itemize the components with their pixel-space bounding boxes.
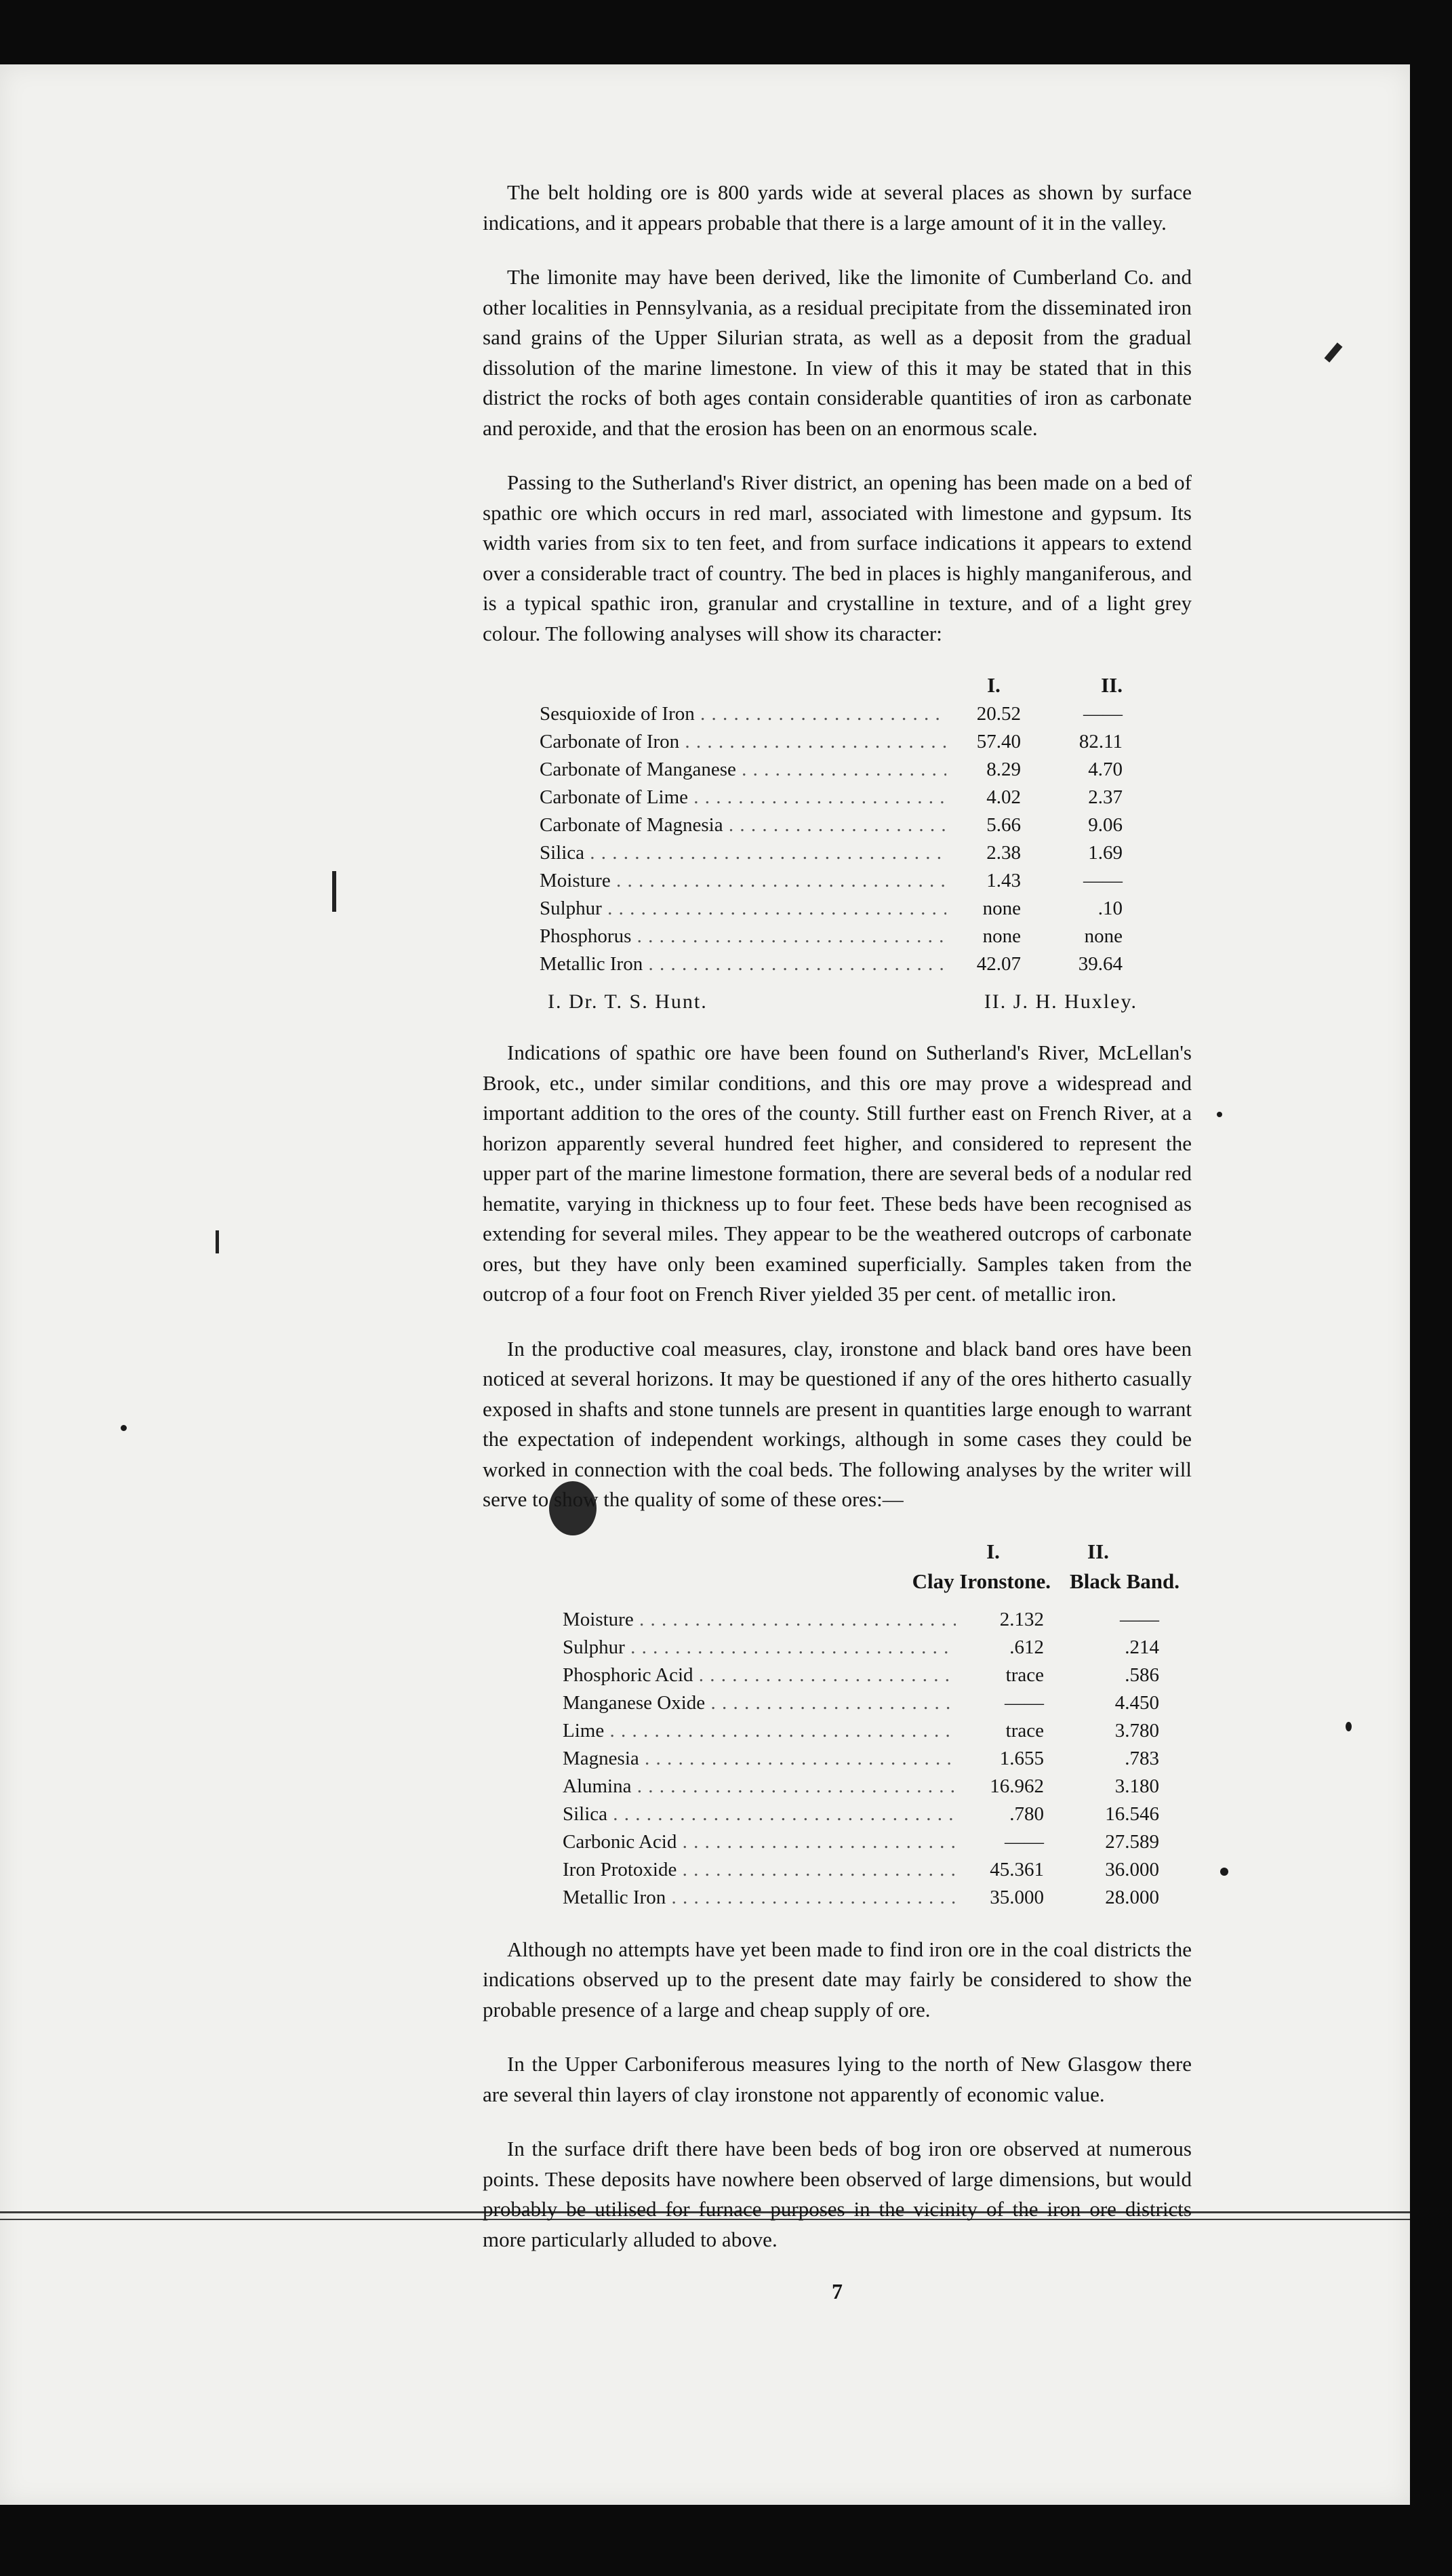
paragraph: Passing to the Sutherland's River district, an opening has been made on a bed of spathic ore which occurs in red marl, associated with limestone and gypsum. Its width varies from six to ten feet, and from surface indications it appears to extend over a considerable tract of country. The bed in places is highly manganiferous, and is a typical spathic iron, granular and crystalline in texture, and of a light grey colour. The following analyses will show its character:	[483, 470, 1192, 645]
value-col-i: trace	[1005, 1664, 1044, 1686]
scan-speck	[1220, 1868, 1228, 1876]
value-col-i: ——	[1005, 1691, 1044, 1714]
paragraph: In the surface drift there have been beds of bog iron ore observed at numerous points. These deposits have nowhere been observed of large dimensions, but would probably be utilised for furnace purposes in the vicinity of the iron ore districts more particularly alluded to above.	[483, 2137, 1192, 2251]
value-col-ii: 4.450	[1114, 1691, 1159, 1714]
value-col-i: 2.132	[999, 1608, 1044, 1630]
value-col-ii: 16.546	[1105, 1803, 1159, 1825]
value-col-i: trace	[1005, 1719, 1044, 1742]
column-header-ii: II.	[1087, 1539, 1109, 1563]
value-col-ii: 9.06	[1088, 814, 1123, 836]
row-label: Phosphoric Acid . . .	[563, 1664, 956, 1687]
row-label: Magnesia . . .	[563, 1748, 956, 1770]
row-label: Metallic Iron . . .	[540, 953, 946, 975]
value-col-i: 57.40	[976, 731, 1021, 752]
value-col-i: 8.29	[986, 759, 1021, 780]
scan-speck	[121, 1425, 127, 1431]
value-col-ii: none	[1084, 925, 1123, 947]
value-col-i: 45.361	[990, 1858, 1044, 1880]
row-label: Lime . . .	[563, 1720, 956, 1742]
value-col-ii: .10	[1097, 898, 1123, 919]
table-row	[563, 1664, 1192, 1692]
row-label: Manganese Oxide . . .	[563, 1692, 956, 1714]
table-subheader	[563, 1569, 1192, 1599]
table-row	[563, 1692, 1192, 1720]
value-col-ii: ——	[1083, 870, 1123, 891]
table-row	[540, 925, 1192, 953]
table-row	[563, 1775, 1192, 1803]
paragraph: In the productive coal measures, clay, ironstone and black band ores have been noticed at several horizons. It may be questioned if any of the ores hitherto casually exposed in shafts and stone tunnels are present in quantities large enough to warrant the expectation of independent workings, although in some cases they could be worked in connection with the coal beds. The following analyses by the writer will serve to show the quality of some of these ores:—	[483, 1336, 1192, 1511]
spathic-ore-analysis-table	[483, 673, 1192, 981]
row-label: Silica . . .	[540, 842, 946, 864]
row-label: Carbonate of Lime . . .	[540, 786, 946, 809]
table-row	[563, 1748, 1192, 1775]
value-col-i: .612	[1009, 1636, 1044, 1658]
value-col-ii: ——	[1083, 703, 1123, 725]
column-header-i: I.	[986, 1539, 1000, 1563]
value-col-ii: 2.37	[1088, 786, 1123, 808]
column-header-ii: II.	[1101, 673, 1123, 697]
column-header-i: I.	[987, 673, 1001, 697]
table-row	[563, 1887, 1192, 1914]
row-label: Sesquioxide of Iron . . .	[540, 703, 946, 725]
value-col-i: .780	[1009, 1803, 1044, 1825]
row-label: Sulphur . . .	[540, 898, 946, 920]
row-label: Carbonic Acid . . .	[563, 1831, 956, 1853]
table-row	[563, 1609, 1192, 1636]
value-col-ii: 82.11	[1078, 731, 1123, 752]
value-col-i: 1.43	[986, 870, 1021, 891]
value-col-i: 42.07	[976, 953, 1021, 975]
value-col-i: 20.52	[976, 703, 1021, 725]
table-row	[540, 898, 1192, 925]
table-body	[563, 1609, 1192, 1914]
table-header	[540, 673, 1192, 703]
row-label: Carbonate of Manganese . . .	[540, 759, 946, 781]
value-col-i: none	[982, 898, 1021, 919]
value-col-i: 5.66	[986, 814, 1021, 836]
value-col-i: ——	[1005, 1830, 1044, 1853]
table-row	[540, 870, 1192, 898]
paragraph: Although no attempts have yet been made to find iron ore in the coal districts the indications observed up to the present date may fairly be considered to show the probable presence of a large and cheap supply of ore.	[483, 1937, 1192, 2021]
row-label: Phosphorus . . .	[540, 925, 946, 948]
value-col-ii: 39.64	[1078, 953, 1123, 975]
value-col-i: 16.962	[990, 1775, 1044, 1797]
value-col-i: none	[982, 925, 1021, 947]
value-col-ii: 3.780	[1114, 1719, 1159, 1742]
page-body	[483, 178, 1192, 2304]
row-label: Moisture . . .	[563, 1609, 956, 1631]
paragraph: In the Upper Carboniferous measures lying to the north of New Glasgow there are several thin layers of clay ironstone not apparently of economic value.	[483, 2052, 1192, 2106]
row-label: Sulphur . . .	[563, 1636, 956, 1659]
table-row	[540, 703, 1192, 731]
value-col-ii: 28.000	[1105, 1886, 1159, 1908]
row-label: Silica . . .	[563, 1803, 956, 1826]
value-col-ii: 1.69	[1088, 842, 1123, 864]
table-row	[540, 786, 1192, 814]
table-row	[540, 731, 1192, 759]
scan-speck	[1217, 1112, 1222, 1117]
value-col-i: 4.02	[986, 786, 1021, 808]
scan-speck	[1325, 342, 1343, 362]
value-col-ii: ——	[1120, 1608, 1159, 1630]
page-number: 7	[832, 2279, 843, 2303]
paragraph: The belt holding ore is 800 yards wide at several places as shown by surface indications, and it appears probable that there is a large amount of it in the valley.	[483, 180, 1192, 235]
row-label: Carbonate of Magnesia . . .	[540, 814, 946, 837]
table-row	[563, 1859, 1192, 1887]
value-col-ii: 36.000	[1105, 1858, 1159, 1880]
value-col-i: 1.655	[999, 1747, 1044, 1769]
column-name-black-band: Black Band.	[1070, 1569, 1179, 1593]
coal-measure-ore-analysis-table	[483, 1539, 1192, 1914]
paragraph: The limonite may have been derived, like the limonite of Cumberland Co. and other localities in Pennsylvania, as a residual precipitate from the disseminated iron sand grains of the Upper Silurian strata, as well as a deposit from the gradual dissolution of the marine limestone. In view of this it may be stated that in this district the rocks of both ages contain considerable quantities of iron as carbonate and peroxide, and that the erosion has been on an enormous scale.	[483, 265, 1192, 440]
paragraph: Indications of spathic ore have been found on Sutherland's River, McLellan's Brook, etc., under similar conditions, and this ore may prove a widespread and important addition to the ores of the county. Still further east on French River, at a horizon apparently several hundred feet higher, and considered to represent the upper part of the marine limestone formation, there are several beds of a nodular red hematite, varying in thickness up to four feet. These beds have been recognised as extending for several miles. They appear to be the weathered outcrops of carbonate ores, but they have only been examined superficially. Samples taken from the outcrop of a four foot on French River yielded 35 per cent. of metallic iron.	[483, 1041, 1192, 1306]
analyst-one: I. Dr. T. S. Hunt.	[548, 990, 708, 1013]
analyst-credits	[483, 990, 1192, 1013]
table-row	[563, 1720, 1192, 1748]
table-body	[540, 703, 1192, 981]
value-col-ii: 27.589	[1105, 1830, 1159, 1853]
row-label: Carbonate of Iron . . .	[540, 731, 946, 753]
scan-speck	[1346, 1722, 1352, 1731]
value-col-ii: .586	[1125, 1664, 1159, 1686]
value-col-ii: 3.180	[1114, 1775, 1159, 1797]
analyst-two: II. J. H. Huxley.	[984, 990, 1137, 1013]
row-label: Metallic Iron . . .	[563, 1887, 956, 1909]
table-row	[563, 1636, 1192, 1664]
row-label: Iron Protoxide . . .	[563, 1859, 956, 1881]
table-header	[563, 1539, 1192, 1569]
table-row	[563, 1831, 1192, 1859]
scan-speck	[216, 1230, 219, 1253]
value-col-ii: .783	[1125, 1747, 1159, 1769]
column-name-clay-ironstone: Clay Ironstone.	[912, 1569, 1051, 1593]
scan-speck	[332, 871, 336, 912]
table-row	[540, 953, 1192, 981]
value-col-i: 35.000	[990, 1886, 1044, 1908]
row-label: Moisture . . .	[540, 870, 946, 892]
value-col-ii: 4.70	[1088, 759, 1123, 780]
table-row	[540, 842, 1192, 870]
row-label: Alumina . . .	[563, 1775, 956, 1798]
value-col-i: 2.38	[986, 842, 1021, 864]
value-col-ii: .214	[1125, 1636, 1159, 1658]
table-row	[540, 814, 1192, 842]
table-row	[540, 759, 1192, 786]
table-row	[563, 1803, 1192, 1831]
